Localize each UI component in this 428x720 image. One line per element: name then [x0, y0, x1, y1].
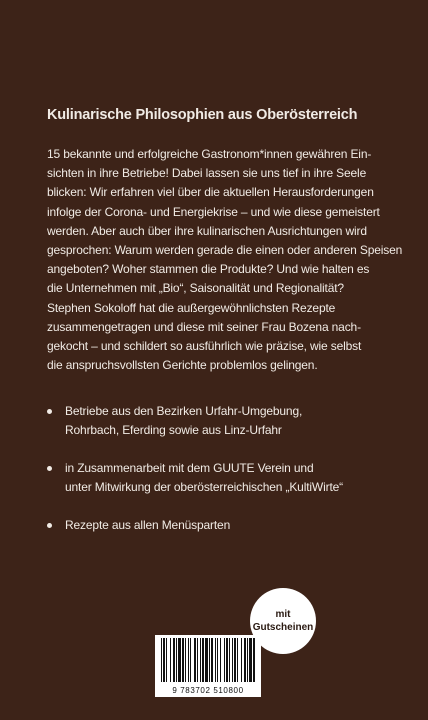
barcode-bar: [170, 638, 171, 682]
barcode-bar: [209, 638, 210, 682]
blurb-line: werden. Aber auch über ihre kulinarischen Ausrichtungen wird: [47, 223, 367, 238]
barcode-bar: [217, 638, 218, 682]
barcode-bar: [220, 638, 221, 682]
barcode-bar: [247, 638, 248, 682]
barcode-bar: [224, 638, 225, 682]
bullet-dot-icon: [47, 523, 52, 528]
barcode-bar: [229, 638, 230, 682]
barcode-bar: [197, 638, 198, 682]
barcode-bar: [176, 638, 177, 682]
barcode-bar: [244, 638, 246, 682]
barcode-digits: 9 783702 510800: [172, 686, 244, 695]
barcode-bar: [211, 638, 213, 682]
blurb-line: sichten in ihre Betriebe! Dabei lassen sie uns tief in ihre Seele: [47, 166, 367, 181]
barcode-bar: [194, 638, 196, 682]
blurb-paragraph: [47, 145, 403, 375]
barcode-bar: [234, 638, 236, 682]
barcode-bar: [237, 638, 238, 682]
barcode-bar: [205, 638, 208, 682]
barcode-bar: [253, 638, 255, 682]
blurb-line: die anspruchsvollsten Gerichte problemlos gelingen.: [47, 358, 318, 373]
badge-line: Gutscheinen: [252, 622, 314, 633]
barcode-bar: [161, 638, 162, 682]
cover-heading: Kulinarische Philosophien aus Oberösterreich: [47, 107, 358, 123]
barcode-bar: [200, 638, 201, 682]
barcode-bar: [215, 638, 216, 682]
feature-line: Rohrbach, Eferding sowie aus Linz-Urfahr: [65, 423, 282, 438]
blurb-line: infolge der Corona- und Energiekrise – und wie diese gemeistert: [47, 204, 380, 219]
barcode-bar: [249, 638, 252, 682]
barcode-bar: [188, 638, 189, 682]
blurb-line: gekocht – und schildert so ausführlich wie präzise, wie selbst: [47, 339, 362, 354]
badge-line: mit: [275, 609, 291, 620]
barcode-bar: [190, 638, 191, 682]
bullet-dot-icon: [47, 409, 52, 414]
barcode-bar: [226, 638, 228, 682]
blurb-line: 15 bekannte und erfolgreiche Gastronom*innen gewähren Ein-: [47, 147, 372, 161]
feature-line: unter Mitwirkung der oberösterreichischen „KultiWirte“: [65, 480, 344, 495]
blurb-line: blicken: Wir erfahren viel über die aktuellen Herausforderungen: [47, 185, 374, 200]
blurb-line: angeboten? Woher stammen die Produkte? Und wie halten es: [47, 262, 370, 277]
blurb-line: gesprochen: Warum werden gerade die einen oder anderen Speisen: [47, 243, 403, 258]
barcode-bar: [241, 638, 242, 682]
barcode-bar: [182, 638, 184, 682]
isbn-barcode: [155, 635, 261, 697]
blurb-line: Stephen Sokoloff hat die außergewöhnlichsten Rezepte: [47, 300, 336, 315]
barcode-bar: [232, 638, 233, 682]
barcode-bar: [202, 638, 204, 682]
bullet-dot-icon: [47, 466, 52, 471]
barcode-bar: [178, 638, 181, 682]
feature-line: Rezepte aus allen Menüsparten: [65, 518, 231, 532]
feature-line: Betriebe aus den Bezirken Urfahr-Umgebung,: [65, 404, 303, 418]
barcode-bars: [159, 638, 257, 682]
blurb-line: zusammengetragen und diese mit seiner Frau Bozena nach-: [47, 319, 361, 334]
barcode-bar: [173, 638, 175, 682]
barcode-bar: [163, 638, 165, 682]
blurb-line: die Unternehmen mit „Bio“, Saisonalität und Regionalität?: [47, 281, 344, 296]
feature-line: in Zusammenarbeit mit dem GUUTE Verein und: [65, 461, 314, 475]
barcode-bar: [185, 638, 186, 682]
barcode-bar: [166, 638, 167, 682]
